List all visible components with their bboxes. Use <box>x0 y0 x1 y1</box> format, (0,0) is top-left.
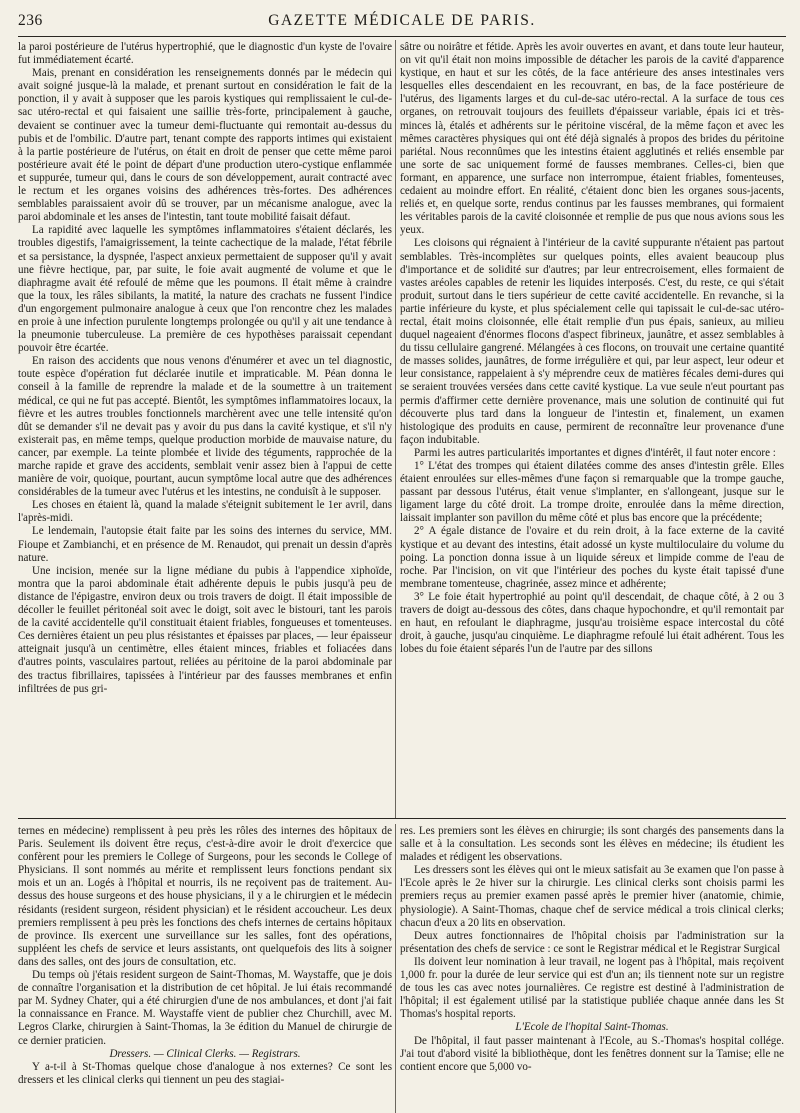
column-top-right <box>400 41 784 816</box>
header-rule <box>18 36 786 37</box>
paragraph: De l'hôpital, il faut passer maintenant à l'Ecole, au S.-Thomas's hospital collége. J'ai tout d'abord visité la bibliothèque, dont les fenêtres donnent sur la Tamise; elle ne contient encore que 5,000 vo- <box>400 1034 784 1073</box>
paragraph: res. Les premiers sont les élèves en chirurgie; ils sont chargés des pansements dans la salle et à la consultation. Les seconds sont les élèves en médecine; ils étudient les malades et rédigent les observations. <box>400 825 784 864</box>
paragraph: ternes en médecine) remplissent à peu près les rôles des internes des hôpitaux de Paris. Seulement ils doivent être reçus, c'est-à-dire avoir le droit d'exercice que confèrent pour les premiers le College of Surgeons, pour les seconds le College of Physicians. Il sont nommés au mérite et remplissent leurs fonctions pendant six mois et un an. Logés à l'hôpital et nourris, ils ne reçoivent pas de traitement. Au-dessus des house surgeons et des house physicians, il y a le chirurgien et le médecin résidants (resident surgeon, résident physician) et le résident accoucheur. Les deux premiers remplissent à peu près les fonctions des chefs internes de certains hôpitaux de province. Ils exercent une surveillance sur les salles, font des opérations, suppléent les chefs de service et leurs assistants, ont quelquefois des lits à soigner dans des salles, ont des jours de consultation, etc. <box>18 825 392 968</box>
paragraph: Une incision, menée sur la ligne médiane du pubis à l'appendice xiphoïde, montra que la paroi abdominale était adhérente depuis le pubis jusqu'à peu de distance de l'épigastre, environ deux ou trois travers de doigt. Il était impossible de décoller le feuillet péritonéal soit avec le doigt, soit avec le bistouri, tant les parois de la cavité accidentelle qu'il constituait étaient friables, fongueuses et tomenteuses. Ces dernières étaient un peu plus résistantes et épaisses par places, — leur épaisseur atteignait jusqu'à un centimètre, elles étaient minces, friables et foliacées dans d'autres points, vasculaires partout, reliées au péritoine de la paroi abdominale par des tractus fibrillaires, tapissées à l'intérieur par des fausses membranes et enfin infiltrées de pus gri- <box>18 564 392 695</box>
paragraph: 2° A égale distance de l'ovaire et du rein droit, à la face externe de la cavité kystique et au devant des intestins, était adossé un kyste multiloculaire du volume du poing. La ponction donna issue à un liquide séreux et limpide comme de l'eau de roche. Par l'incision, on vit que l'intérieur des poches du kyste était tapissé d'une membrane tomenteuse, chagrinée, assez mince et adhérente; <box>400 525 784 590</box>
column-divider <box>395 824 396 1113</box>
section-subheading: Dressers. — Clinical Clerks. — Registrars. <box>109 1047 301 1060</box>
paragraph: sâtre ou noirâtre et fétide. Après les avoir ouvertes en avant, et dans toute leur hauteur, on vit qu'il était non moins impossible de détacher les parois de la cavité d'apparence kystique, en haut et sur les côtés, de la face antérieure des anses intestinales vers lesquelles elles descendaient en les recouvrant, en bas, de la face postérieure de l'utérus, des ligaments larges et du cul-de-sac utéro-rectal. A la surface de tous ces organes, on retrouvait toujours des feuillets d'épaisseur variable, épais ici et très-minces là, étalés et adhérents sur le péritoine viscéral, de la même façon et avec les mêmes caractères physiques qui ont été déjà signalés à propos des brides du péritoine pariétal. Nous reconnûmes que les intestins étaient agglutinés et reliés ensemble par une sorte de sac uniquement formé de fausses membranes. Celles-ci, bien que formant, en apparence, une surface non interrompue, étaient friables, fomenteuses, cedaient au moindre effort. En réalité, c'étaient donc bien les organes sous-jacents, reliés et, en quelque sorte, rendus continus par les fausses membranes, qui formaient les véritables parois de la cavité cloisonnée et remplie de pus que nous avions sous les yeux. <box>400 41 784 237</box>
paragraph: En raison des accidents que nous venons d'énumérer et avec un tel diagnostic, toute espèce d'opération fut déclarée inutile et impraticable. M. Péan donna le conseil à la famille de reprendre la malade et de la soumettre à un traitement médical, ce qui ne fut pas accepté. Bientôt, les symptômes inflammatoires locaux, la fièvre et les autres troubles fonctionnels marchèrent avec une telle intensité qu'on dût se demander s'il ne devait pas y avoir du pus dans la cavité kystique, et s'il n'y existerait pas, en même temps, quelque production morbide de mauvaise nature, du cancer, par exemple. La teinte plombée et livide des téguments, rapprochée de la marche rapide et grave des accidents, semblait venir assez bien à l'appui de cette manière de voir, quoique, pourtant, aucun symptôme local autre que des adhérences considérables de la tumeur avec l'utérus et les intestins, ne conduisît à le supposer. <box>18 355 392 499</box>
page-number: 236 <box>18 12 43 29</box>
page-header <box>18 12 786 32</box>
column-bottom-left <box>18 825 392 1111</box>
column-bottom-right <box>400 825 784 1111</box>
paragraph: Le lendemain, l'autopsie était faite par les soins des internes du service, MM. Fioupe et Zambianchi, et en présence de M. Renaudot, qui prenait un dessin d'après nature. <box>18 525 392 564</box>
section-subheading: L'Ecole de l'hopital Saint-Thomas. <box>515 1021 669 1034</box>
paragraph: Ils doivent leur nomination à leur travail, ne logent pas à l'hôpital, mais reçoivent 1,000 fr. pour la durée de leur service qui est d'un an; ils tiennent note sur un registre de tous les cas avec notes journalières. Ce registre est destiné à l'administration de l'hôpital; il est également utilisé par la statistique publiée chaque année dans les St Thomas's hospital reports. <box>400 955 784 1021</box>
paragraph: la paroi postérieure de l'utérus hypertrophié, que le diagnostic d'un kyste de l'ovaire fut immédiatement écarté. <box>18 41 392 67</box>
column-top-left <box>18 41 392 816</box>
paragraph: La rapidité avec laquelle les symptômes inflammatoires s'étaient déclarés, les troubles digestifs, l'amaigrissement, la teinte cachectique de la malade, l'état fébrile et sa persistance, la dyspnée, l'aspect anxieux permettaient de supposer qu'il y avait une fièvre hectique, par, par suite, le foie avait augmenté de volume et que le diaphragme avait été refoulé de même que les poumons. Il était même à craindre que la toux, les râles sibilants, la matité, la nature des crachats ne fussent l'indice d'un engorgement pulmonaire analogue à ceux que l'on rencontre chez les malades en proie à une infection purulente longtemps prolongée ou qu'il y ait une tendance à la pneumonie tuberculeuse. La première de ces hypothèses paraissait cependant pouvoir être écartée. <box>18 224 392 355</box>
paragraph: Les dressers sont les élèves qui ont le mieux satisfait au 3e examen que l'on passe à l'Ecole après le 2e hiver sur la chirurgie. Les clinical clerks sont choisis parmi les premiers reçus au premier examen passé après le premier hiver (anatomie, chimie, physiologie). A Saint-Thomas, chaque chef de service médical a trois clinical clerks; chacun d'eux a 20 lits en observation. <box>400 864 784 929</box>
paragraph: Parmi les autres particularités importantes et dignes d'intérêt, il faut noter encore : <box>414 446 776 459</box>
paragraph: Mais, prenant en considération les renseignements donnés par le médecin qui avait soigné jusque-là la malade, et prenant surtout en considération le fait de la ponction, il y avait à supposer que les parois kystiques qui remplissaient le cul-de-sac utéro-rectal et qui faisaient une saillie très-forte, principalement à gauche, devaient se continuer avec la tumeur demi-fluctuante qui remontait au-dessus du pubis et de l'ombilic. D'autre part, tenant compte des rapports intimes qui existaient à la partie postérieure de l'utérus, on était en droit de penser que cette même paroi postérieure avait été le point de départ d'une production utero-cystique enflammée et suppurée, tumeur qui, dans le cours de son développement, aurait contracté avec le rectum et les organes voisins des adhérences très-fortes. Des adhérences semblables paraissaient avoir dû se trouver, par un mécanisme analogue, avec la paroi abdominale et les anses de l'intestin, tant toute mobilité faisait défaut. <box>18 67 392 224</box>
paragraph: Y a-t-il à St-Thomas quelque chose d'analogue à nos externes? Ce sont les dressers et les clinical clerks qui tiennent un peu des stagiai- <box>18 1060 392 1086</box>
section-rule <box>18 818 786 819</box>
column-divider <box>395 40 396 818</box>
paragraph: 1° L'état des trompes qui étaient dilatées comme des anses d'intestin grêle. Elles étaient enroulées sur elles-mêmes d'une façon si remarquable que la trompe gauche, passant par dessous l'utérus, était venue s'implanter, en s'allongeant, jusque sur le ligament large du côté droit. La trompe droite, enroulée dans la même direction, laissait implanter son pavillon du même côté et plus bas encore que la précédente; <box>400 460 784 525</box>
paragraph: Du temps où j'étais resident surgeon de Saint-Thomas, M. Waystaffe, que je dois de connaître l'organisation et la distribution de cet hôpital. Je lui étais recommandé par M. Sydney Chater, qui a été chirurgien d'une de nos ambulances, et dont j'ai fait la connaissance en France. M. Waystaffe vient de publier chez Churchill, avec M. Legros Clarke, chirurgien à Saint-Thomas, la 3e édition du Manuel de chirurgie de ce dernier praticien. <box>18 969 392 1047</box>
paragraph: Deux autres fonctionnaires de l'hôpital choisis par l'administration sur la présentation des chefs de service : ce sont le Registrar médical et le Registrar Surgical <box>400 929 784 955</box>
paragraph: Les choses en étaient là, quand la malade s'éteignit subitement le 1er avril, dans l'après-midi. <box>18 499 392 525</box>
paragraph: 3° Le foie était hypertrophié au point qu'il descendait, de chaque côté, à 2 ou 3 travers de doigt au-dessous des côtes, dans chaque hypochondre, et qu'il remontait par en haut, en refoulant le diaphragme, jusqu'au troisième espace intercostal du côté droit, à gauche, jusqu'au cinquième. Le diaphragme refoulé lui était adhérent. Tous les lobes du foie étaient séparés l'un de l'autre par des sillons <box>400 590 784 656</box>
paragraph: Les cloisons qui régnaient à l'intérieur de la cavité suppurante n'étaient pas partout semblables. Très-incomplètes sur quelques points, elles avaient beaucoup plus d'importance et de solidité sur d'autres; par leur entrecroisement, elles formaient de vastes aréoles capables de retenir les liquides interposés. C'est, du reste, ce qui s'était produit, surtout dans le tiers supérieur de cette cavité accidentelle. En revanche, si la partie inférieure du kyste, et plus spécialement celle qui tapissait le cul-de-sac utéro-rectal, était moins cloisonnée, elle était remplie d'un pus épais, sanieux, au milieu duquel nageaient d'énormes flocons d'aspect fibrineux, jaunâtre, et assez semblables à du tissu cellulaire gangrené. Mélangées à ces flocons, on trouvait une certaine quantité de masses solides, jaunâtres, de forme irrégulière et qui, par leur aspect, leur odeur et leur consistance, rappelaient à s'y méprendre ceux de matières fécales demi-dures qui se seraient trouvées versées dans cette cavité kystique. La vue seule n'eut pourtant pas permis d'affirmer cette dernière provenance, mais une solution de continuité qui fut découverte plus tard dans la longueur de l'intestin et, finalement, un examen histologique des produits en cause, permirent de reconnaître leur provenance d'une façon indubitable. <box>400 237 784 446</box>
journal-title: GAZETTE MÉDICALE DE PARIS. <box>268 12 536 29</box>
